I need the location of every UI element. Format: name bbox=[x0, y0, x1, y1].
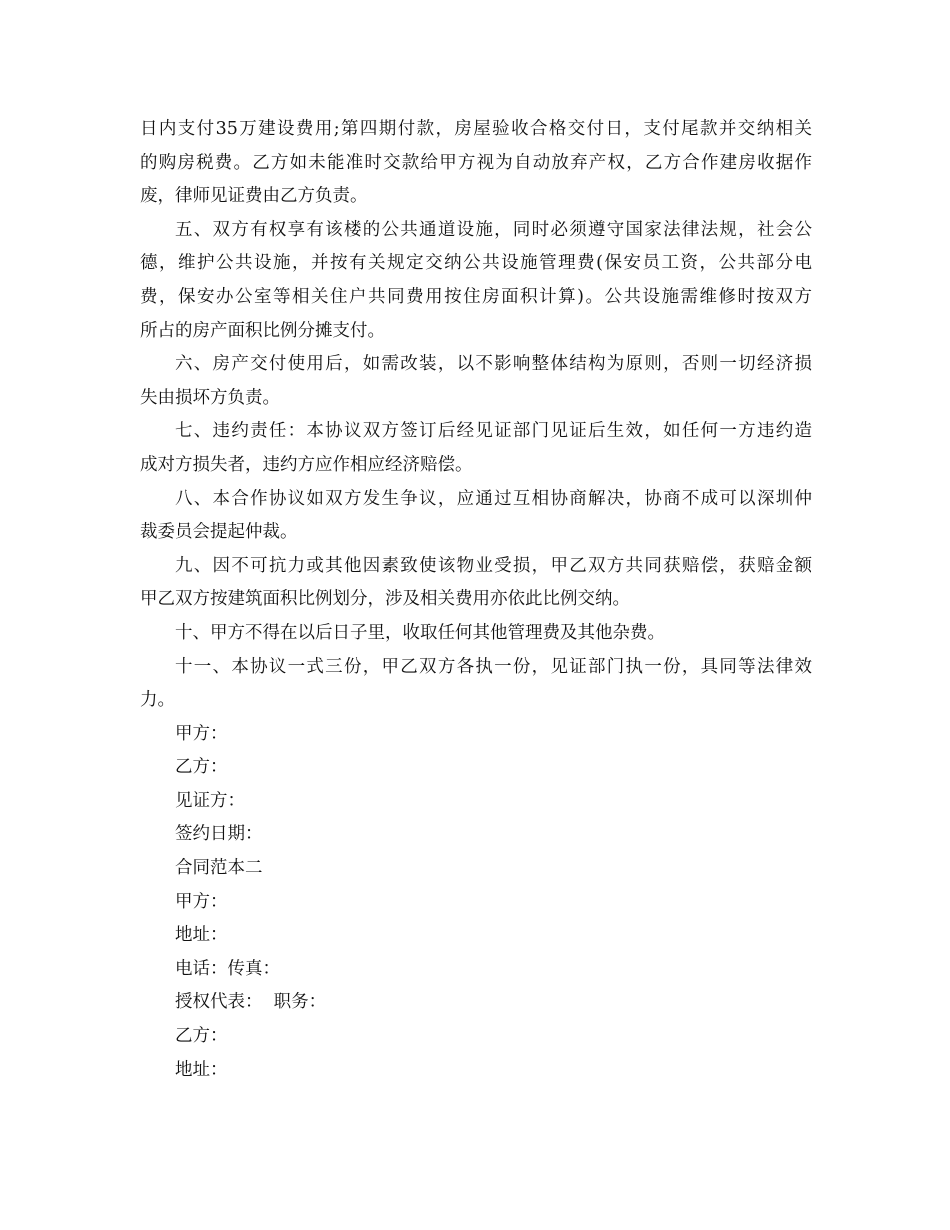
party-b-label: 乙方： bbox=[175, 757, 228, 778]
template-two-heading: 合同范本二 bbox=[175, 858, 263, 879]
clause-5-line: 德，维护公共设施，并按有关规定交纳公共设施管理费(保安员工资，公共部分电 bbox=[140, 253, 812, 274]
template-two-address-b: 地址： bbox=[175, 1059, 228, 1080]
clause-11-line: 十一、本协议一式三份，甲乙双方各执一份，见证部门执一份，具同等法律效 bbox=[175, 656, 812, 677]
template-two-address-a: 地址： bbox=[175, 925, 228, 946]
clause-9-line: 甲乙双方按建筑面积比例划分，涉及相关费用亦依此比例交纳。 bbox=[140, 589, 630, 610]
clause-8-line: 八、本合作协议如双方发生争议，应通过互相协商解决，协商不成可以深圳仲 bbox=[175, 488, 812, 509]
text-line: 的购房税费。乙方如未能准时交款给甲方视为自动放弃产权，乙方合作建房收据作 bbox=[140, 152, 812, 173]
text-line: 日内支付35万建设费用;第四期付款，房屋验收合格交付日，支付尾款并交纳相关 bbox=[140, 119, 812, 139]
clause-8-line: 裁委员会提起仲裁。 bbox=[140, 522, 298, 543]
template-two-party-b: 乙方： bbox=[175, 1026, 228, 1047]
clause-5-line: 费，保安办公室等相关住户共同费用按住房面积计算)。公共设施需维修时按双方 bbox=[140, 286, 812, 307]
template-two-authorized-rep: 授权代表： 职务： bbox=[175, 992, 327, 1013]
clause-5-line: 所占的房产面积比例分摊支付。 bbox=[140, 320, 385, 341]
sign-date-label: 签约日期： bbox=[175, 824, 263, 845]
party-a-label: 甲方： bbox=[175, 723, 228, 744]
clause-7-line: 成对方损失者，违约方应作相应经济赔偿。 bbox=[140, 454, 473, 475]
clause-5-line: 五、双方有权享有该楼的公共通道设施，同时必须遵守国家法律法规，社会公 bbox=[175, 219, 812, 240]
clause-11-line: 力。 bbox=[140, 690, 175, 711]
clause-7-line: 七、违约责任：本协议双方签订后经见证部门见证后生效，如任何一方违约造 bbox=[175, 421, 812, 442]
text-line: 废，律师见证费由乙方负责。 bbox=[140, 186, 368, 207]
clause-9-line: 九、因不可抗力或其他因素致使该物业受损，甲乙双方共同获赔偿，获赔金额 bbox=[175, 555, 812, 576]
template-two-party-a: 甲方： bbox=[175, 891, 228, 912]
clause-6-line: 六、房产交付使用后，如需改装，以不影响整体结构为原则，否则一切经济损 bbox=[175, 354, 812, 375]
witness-label: 见证方： bbox=[175, 790, 245, 811]
contract-body bbox=[140, 113, 812, 1087]
clause-6-line: 失由损坏方负责。 bbox=[140, 387, 280, 408]
template-two-phone-fax: 电话：传真： bbox=[175, 958, 280, 979]
clause-10-line: 十、甲方不得在以后日子里，收取任何其他管理费及其他杂费。 bbox=[175, 622, 665, 643]
